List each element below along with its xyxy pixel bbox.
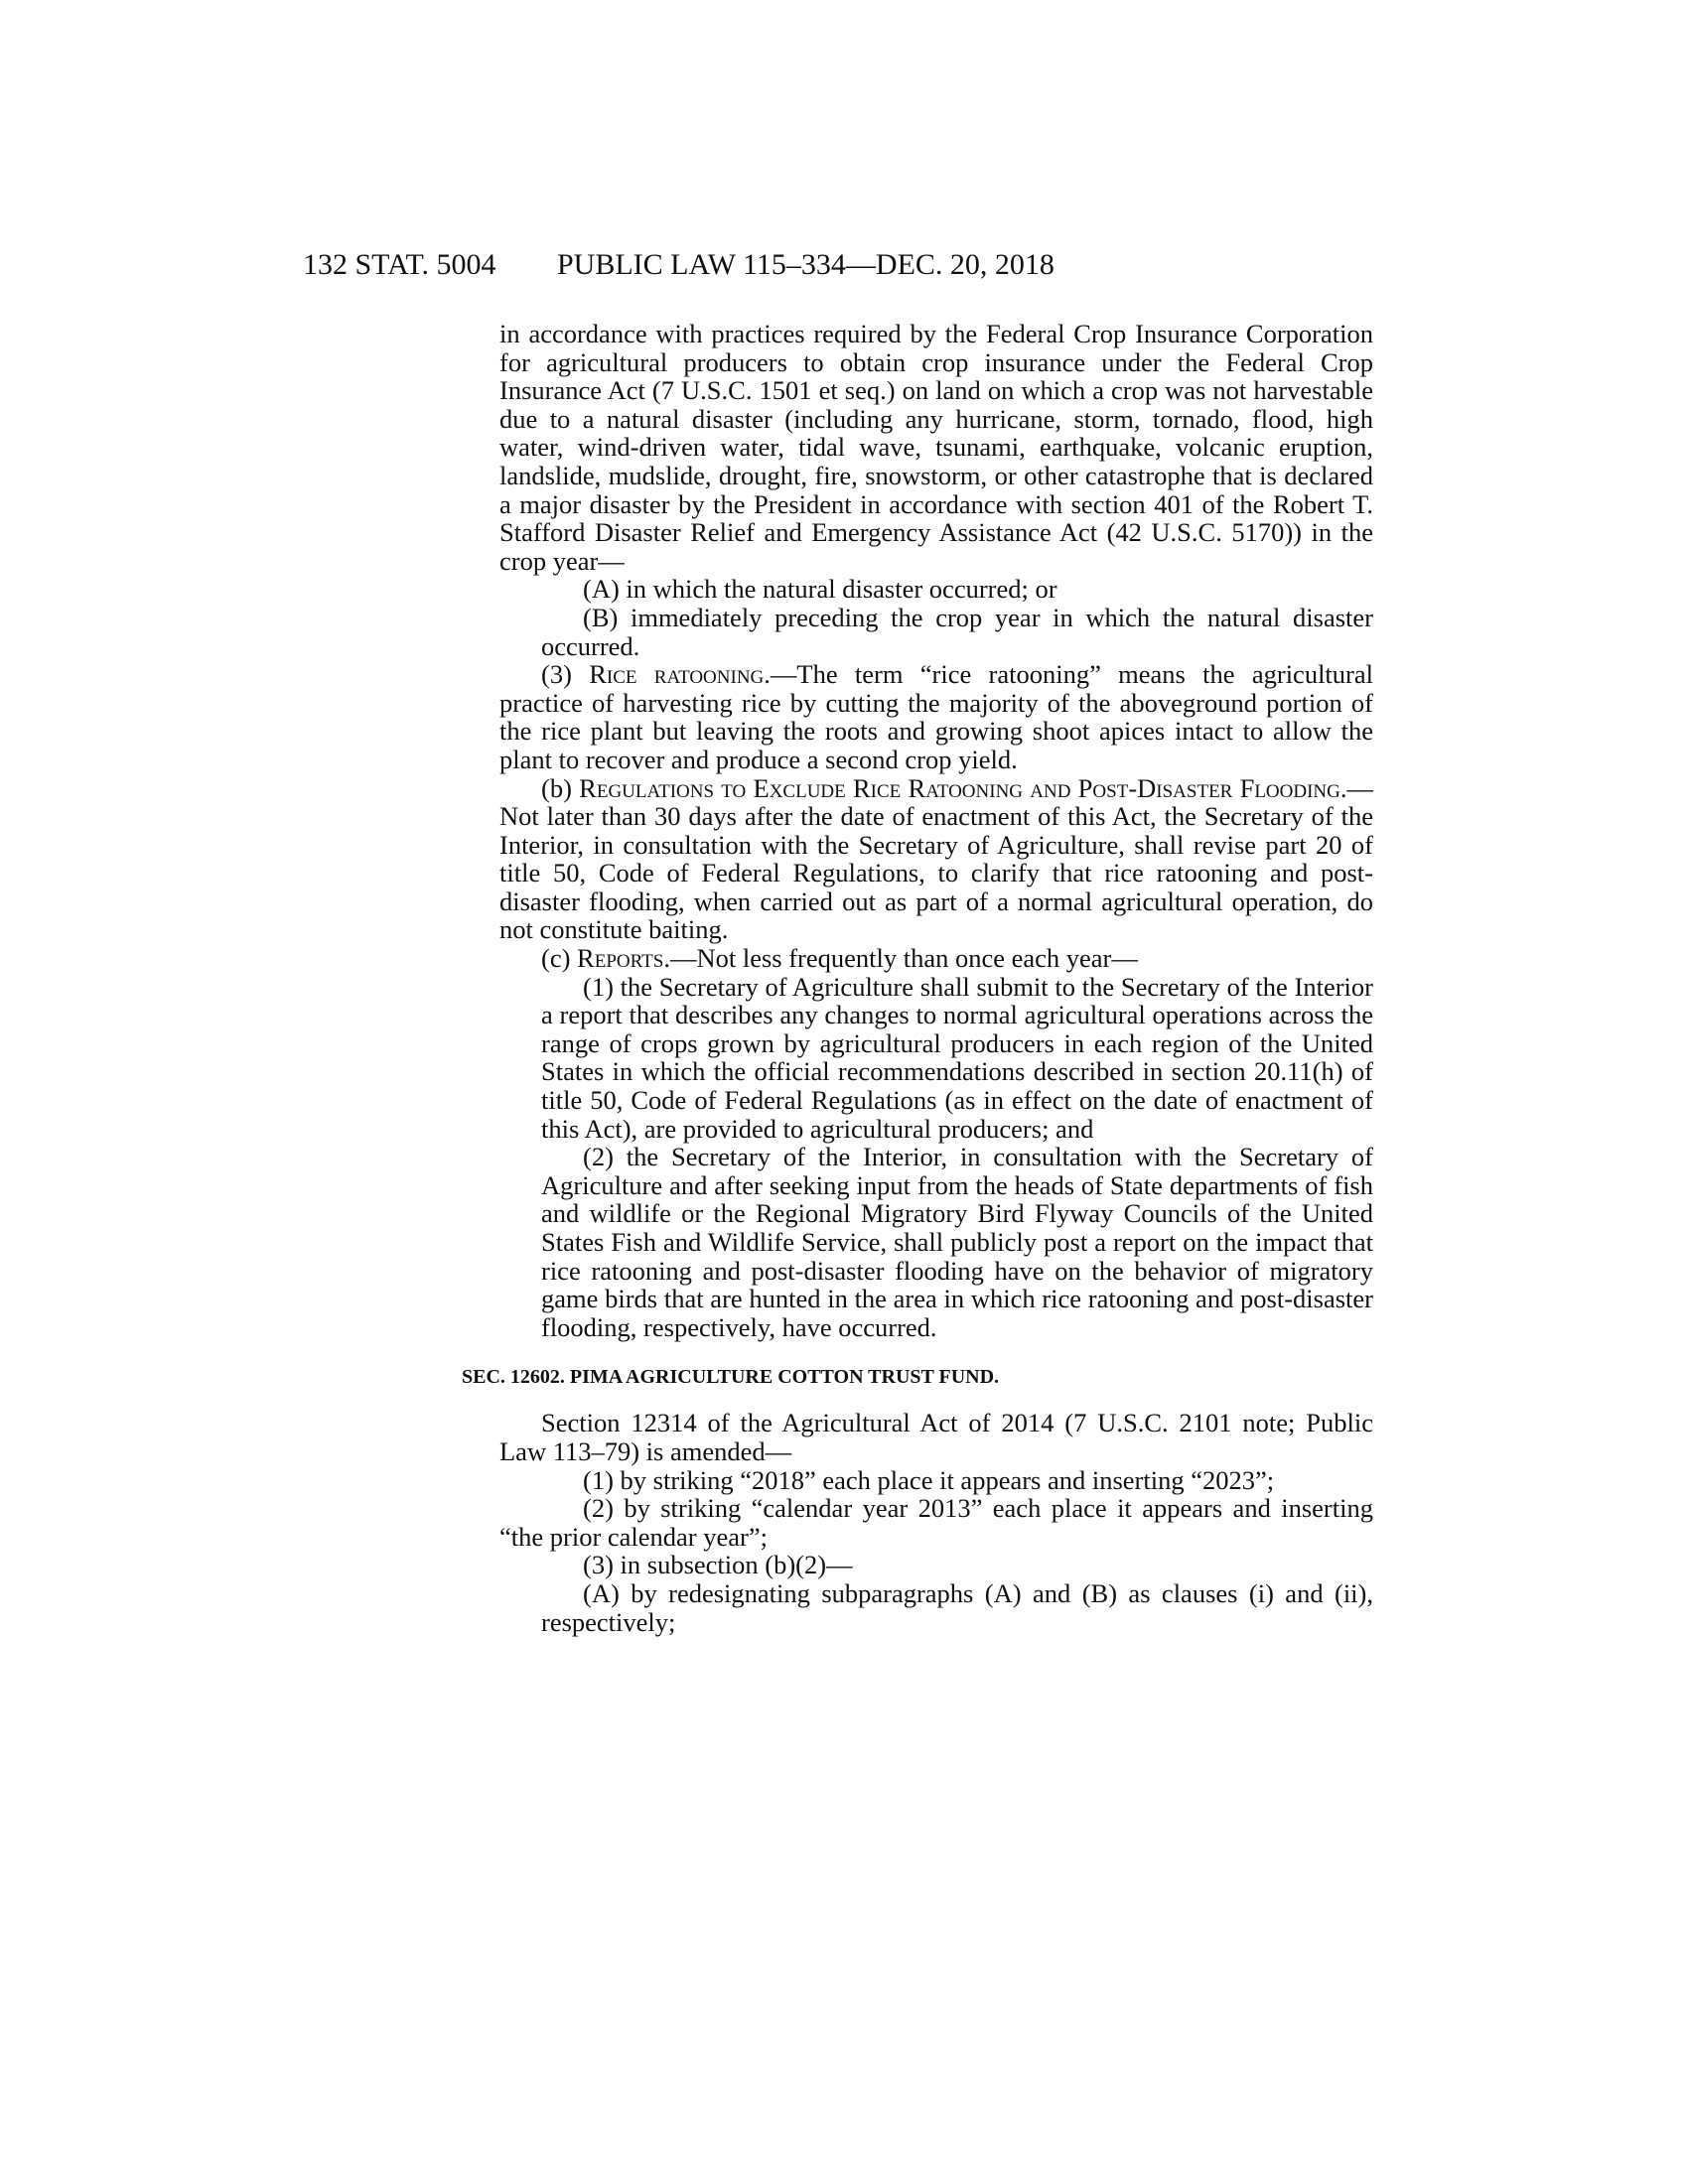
paragraph-rice-ratooning	[499, 660, 1373, 773]
stat-citation: 132 STAT. 5004	[303, 248, 496, 281]
amendment-item-1: (1) by striking “2018” each place it appears and inserting “2023”;	[583, 1464, 1275, 1495]
paragraph-number: (3)	[541, 659, 590, 690]
subsection-b	[499, 774, 1373, 945]
law-title: PUBLIC LAW 115–334—DEC. 20, 2018	[557, 248, 1055, 281]
amendment-item-3a: (A) by redesignating subparagraphs (A) and (B) as clauses (i) and (ii), respectively;	[541, 1577, 1373, 1637]
subsection-number: (c)	[541, 943, 578, 974]
subsection-heading: Reports.	[577, 943, 670, 974]
subsection-heading: Regulations to Exclude Rice Ratooning and Post-Disaster Flooding.	[579, 772, 1347, 803]
subparagraph-b: (B) immediately preceding the crop year in which the natural disaster occurred.	[541, 602, 1373, 661]
running-header	[303, 248, 1385, 288]
paragraph-heading: Rice ratooning.	[589, 659, 771, 690]
section-intro: Section 12314 of the Agricultural Act of 2014 (7 U.S.C. 2101 note; Public Law 113–79) is amended—	[499, 1408, 1373, 1466]
subsection-text: —Not less frequently than once each year—	[669, 943, 1138, 974]
subparagraph-a: (A) in which the natural disaster occurred; or	[583, 574, 1057, 605]
document-body	[462, 319, 1373, 1637]
subsection-c-item-2: (2) the Secretary of the Interior, in consultation with the Secretary of Agriculture and after seeking input from the heads of State departments of fish and wildlife or the Regional Migratory Bird Flyway Councils of the United States Fish and Wildlife Service, shall publicly post a report on the impact that rice ratooning and post-disaster flooding have on the behavior of migratory game birds that are hunted in the area in which rice ratooning and post-disaster flooding, respectively, have occurred.	[541, 1142, 1373, 1342]
paragraph-continuation: in accordance with practices required by the Federal Crop Insurance Corporation for agricultural producers to obtain crop insurance under the Federal Crop Insurance Act (7 U.S.C. 1501 et seq.) on land on which a crop was not harvestable due to a natural disaster (including any hurricane, storm, tornado, flood, high water, wind-driven water, tidal wave, tsunami, earthquake, volcanic eruption, landslide, mudslide, drought, fire, snowstorm, or other catastrophe that is declared a major disaster by the President in accordance with section 401 of the Robert T. Stafford Disaster Relief and Emergency Assistance Act (42 U.S.C. 5170)) in the crop year—	[499, 319, 1373, 576]
subsection-number: (b)	[541, 772, 580, 803]
amendment-item-3: (3) in subsection (b)(2)—	[583, 1550, 853, 1580]
amendment-item-2: (2) by striking “calendar year 2013” each place it appears and inserting “the prior calendar year”;	[499, 1493, 1373, 1552]
paragraph-text: —The term “rice ratooning” means the agricultural practice of harvesting rice by cutting the majority of the aboveground portion of the rice plant but leaving the roots and growing shoot apices intact to allow the plant to recover and produce a second crop yield.	[499, 659, 1373, 774]
subsection-c	[499, 944, 1373, 973]
subsection-c-item-1: (1) the Secretary of Agriculture shall submit to the Secretary of the Interior a report that describes any changes to normal agricultural operations across the range of crops grown by agricultural producers in each region of the United States in which the official recommendations described in section 20.11(h) of title 50, Code of Federal Regulations (as in effect on the date of enactment of this Act), are provided to agricultural producers; and	[541, 971, 1373, 1144]
subsection-text: —Not later than 30 days after the date of enactment of this Act, the Secretary of the Interior, in consultation with the Secretary of Agriculture, shall revise part 20 of title 50, Code of Federal Regulations, to clarify that rice ratooning and post-disaster flooding, when carried out as part of a normal agricultural operation, do not constitute baiting.	[499, 772, 1373, 945]
section-heading: SEC. 12602. PIMA AGRICULTURE COTTON TRUST FUND.	[462, 1366, 1000, 1389]
